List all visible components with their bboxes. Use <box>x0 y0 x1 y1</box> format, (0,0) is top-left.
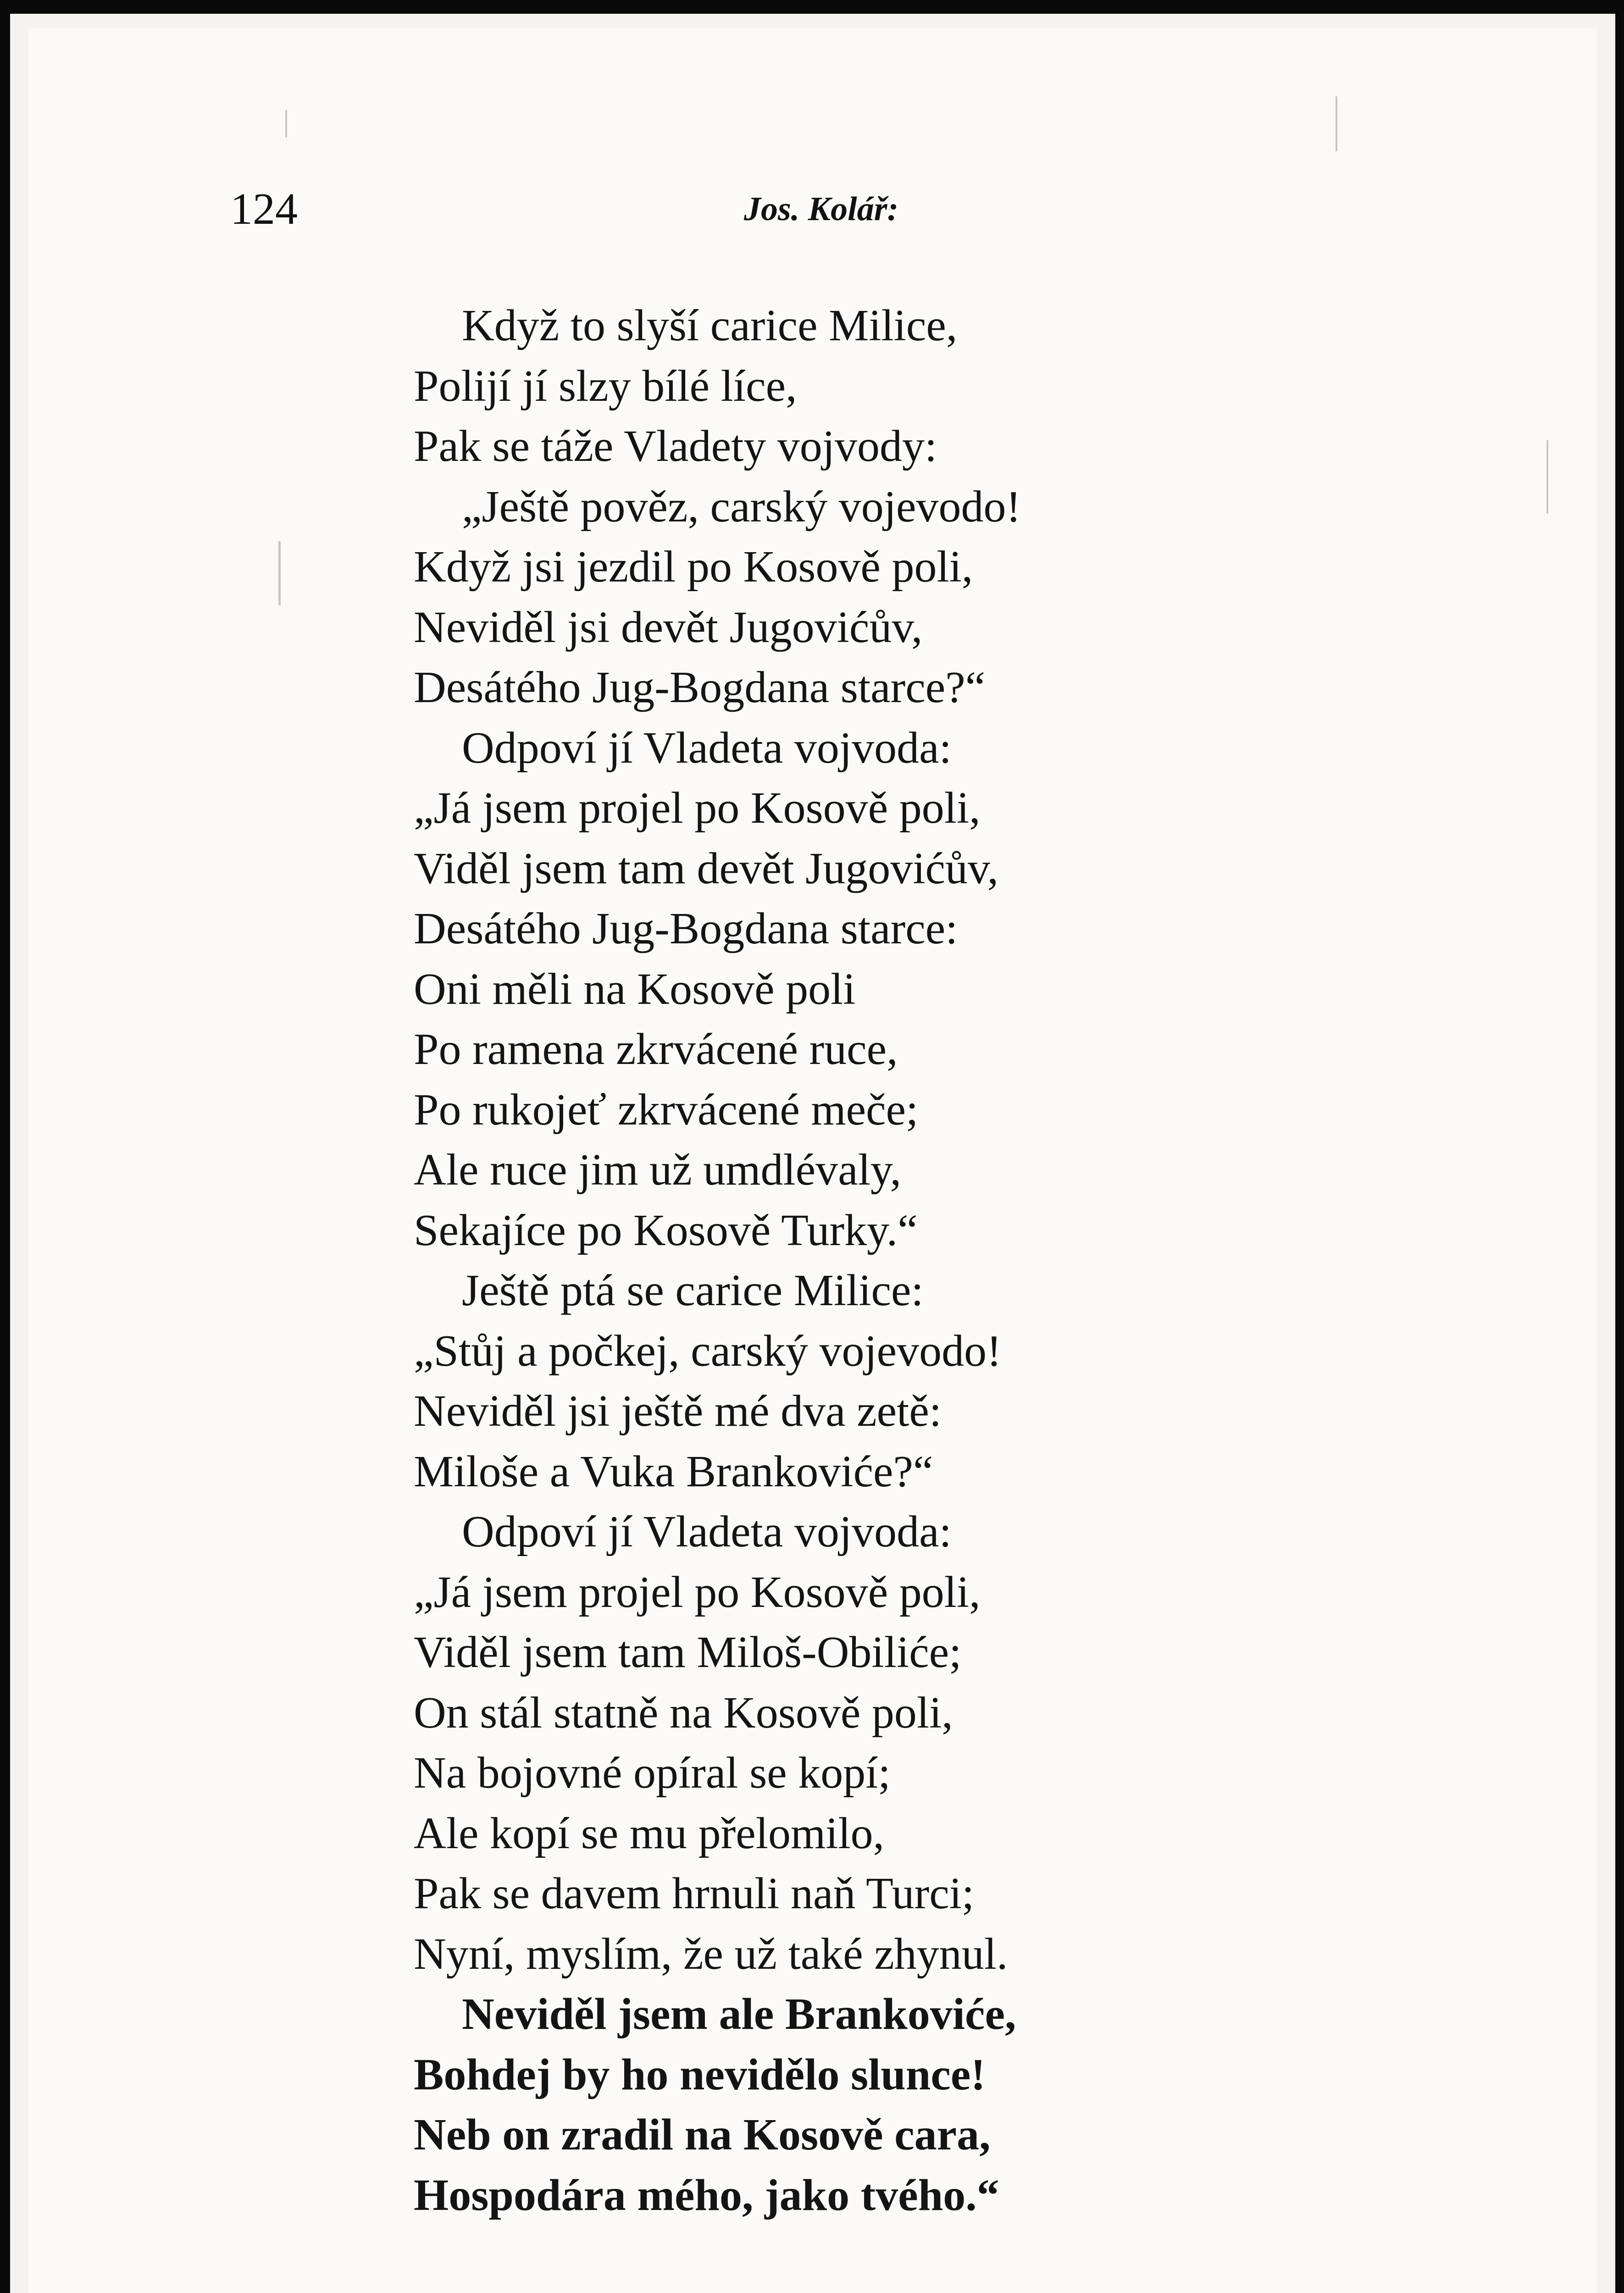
poem-line: Polijí jí slzy bílé líce, <box>414 361 797 411</box>
poem-line: Sekajíce po Kosově Turky.“ <box>414 1205 918 1255</box>
poem-line: „Ještě pověz, carský vojevodo! <box>462 482 1021 532</box>
poem-line: Ještě ptá se carice Milice: <box>462 1266 924 1315</box>
poem-line: „Já jsem projel po Kosově poli, <box>414 1567 981 1617</box>
poem-line: Miloše a Vuka Brankoviće?“ <box>414 1446 933 1496</box>
poem-line: Neviděl jsi ještě mé dva zetě: <box>414 1386 942 1436</box>
poem-line: Oni měli na Kosově poli <box>414 964 856 1014</box>
poem-line: Nyní, myslím, že už také zhynul. <box>414 1929 1008 1979</box>
poem-text <box>28 296 1597 2226</box>
poem-line: Ale ruce jim už umdlévaly, <box>414 1145 902 1195</box>
poem-line: Když to slyší carice Milice, <box>462 301 958 350</box>
page-frame <box>10 14 1615 2293</box>
poem-line: Hospodára mého, jako tvého.“ <box>414 2170 999 2220</box>
poem-line: Viděl jsem tam Miloš-Obiliće; <box>414 1628 962 1677</box>
scan-scratch <box>285 110 287 138</box>
poem-line: Bohdej by ho nevidělo slunce! <box>414 2049 986 2099</box>
poem-line: Na bojovné opíral se kopí; <box>414 1748 891 1798</box>
page-header <box>28 183 1597 248</box>
poem-line: Odpoví jí Vladeta vojvoda: <box>462 723 952 773</box>
poem-line: Desátého Jug-Bogdana starce: <box>414 904 958 953</box>
poem-line: Po rukojeť zkrvácené meče; <box>414 1085 919 1135</box>
poem-line: Po ramena zkrvácené ruce, <box>414 1025 898 1074</box>
poem-line: On stál statně na Kosově poli, <box>414 1688 953 1738</box>
poem-line: Ale kopí se mu přelomilo, <box>414 1808 885 1858</box>
poem-line: Neviděl jsem ale Brankoviće, <box>462 1989 1016 2039</box>
poem-line: Když jsi jezdil po Kosově poli, <box>414 542 973 592</box>
poem-line: Viděl jsem tam devět Jugovićův, <box>414 843 999 893</box>
poem-line: Neb on zradil na Kosově cara, <box>414 2110 991 2160</box>
poem-line: „Stůj a počkej, carský vojevodo! <box>414 1326 1002 1376</box>
poem-line: Pak se táže Vladety vojvody: <box>414 421 937 471</box>
poem-line: Odpoví jí Vladeta vojvoda: <box>462 1507 952 1556</box>
scan-scratch <box>1336 96 1337 151</box>
poem-line: „Já jsem projel po Kosově poli, <box>414 783 981 833</box>
running-head: Jos. Kolář: <box>744 190 899 228</box>
book-page <box>28 28 1597 2293</box>
poem-line: Pak se davem hrnuli naň Turci; <box>414 1869 975 1918</box>
poem-line: Neviděl jsi devět Jugovićův, <box>414 602 923 652</box>
page-number: 124 <box>230 184 298 234</box>
poem-line: Desátého Jug-Bogdana starce?“ <box>414 663 986 712</box>
